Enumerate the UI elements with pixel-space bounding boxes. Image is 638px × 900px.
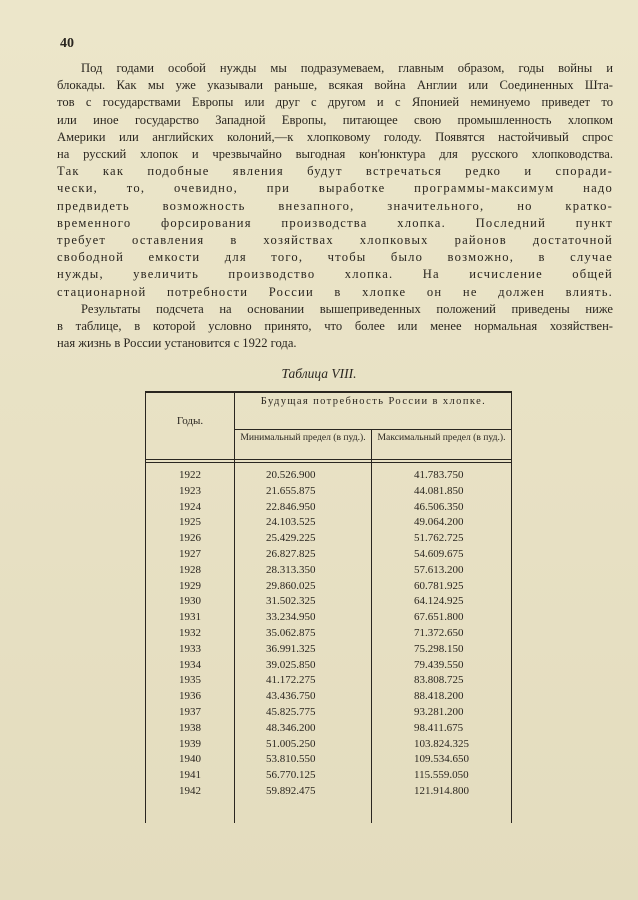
table-title: Таблица VIII. (281, 366, 357, 381)
min-cell: 33.234.950 (266, 611, 316, 624)
table-row (146, 501, 511, 517)
max-cell: 79.439.550 (414, 658, 464, 671)
min-cell: 51.005.250 (266, 737, 316, 750)
text-line: или иное государство Западной Европы, питающее свою промышленность хлопком (57, 112, 613, 127)
text-line: ная жизнь в России установится с 1922 года. (57, 336, 297, 351)
year-cell: 1923 (179, 484, 201, 497)
year-cell: 1927 (179, 547, 201, 560)
min-cell: 43.436.750 (266, 690, 316, 703)
table-row (146, 595, 511, 611)
max-cell: 41.783.750 (414, 469, 464, 481)
max-cell: 121.914.800 (414, 784, 469, 797)
year-cell: 1933 (179, 642, 201, 655)
table-row (146, 659, 511, 675)
text-line: тов с государствами Европы или друг с другом и с Японией неминуемо приведет то (57, 95, 613, 110)
year-cell: 1939 (179, 737, 201, 750)
min-cell: 31.502.325 (266, 595, 316, 608)
max-cell: 115.559.050 (414, 769, 469, 782)
header-min: Минимальный предел (в пуд.). (240, 432, 366, 443)
max-cell: 44.081.850 (414, 484, 464, 497)
header-years: Годы. (176, 415, 204, 427)
min-cell: 45.825.775 (266, 705, 316, 718)
table-body (146, 469, 511, 801)
min-cell: 29.860.025 (266, 579, 316, 592)
table-row (146, 564, 511, 580)
text-line: требует оставления в хозяйствах хлопковых районов достаточной (57, 233, 613, 248)
table-row (146, 753, 511, 769)
table-row (146, 627, 511, 643)
year-cell: 1935 (179, 674, 201, 687)
max-cell: 51.762.725 (414, 532, 464, 545)
max-cell: 57.613.200 (414, 563, 464, 576)
year-cell: 1937 (179, 705, 201, 718)
header-rule (146, 459, 511, 460)
text-line: блокады. Как мы уже указывали раньше, всякая война Англии или Соединенных Шта- (57, 78, 613, 93)
year-cell: 1930 (179, 595, 201, 608)
text-line: Америки или английских колоний,—к хлопковому голоду. Появятся настойчивый спрос (57, 129, 613, 144)
year-cell: 1922 (179, 469, 201, 481)
max-cell: 103.824.325 (414, 737, 469, 750)
text-line: свободной емкости для того, чтобы было возможно, в случае (57, 250, 613, 265)
min-cell: 36.991.325 (266, 642, 316, 655)
year-cell: 1931 (179, 611, 201, 624)
text-line: Так как подобные явления будут встречаться редко и споради- (57, 164, 613, 179)
header-demand: Будущая потребность России в хлопке. (260, 396, 487, 407)
min-cell: 20.526.900 (266, 469, 316, 481)
min-cell: 28.313.350 (266, 563, 316, 576)
table-row (146, 485, 511, 501)
min-cell: 48.346.200 (266, 721, 316, 734)
max-cell: 109.534.650 (414, 753, 469, 766)
year-cell: 1926 (179, 532, 201, 545)
text-line: временного форсирования производства хлопка. Последний пункт (57, 215, 613, 230)
max-cell: 49.064.200 (414, 516, 464, 529)
table-row (146, 532, 511, 548)
year-cell: 1925 (179, 516, 201, 529)
max-cell: 46.506.350 (414, 500, 464, 513)
year-cell: 1940 (179, 753, 201, 766)
body-text (57, 60, 613, 352)
max-cell: 54.609.675 (414, 547, 464, 560)
min-cell: 26.827.825 (266, 547, 316, 560)
table-row (146, 580, 511, 596)
text-line: нужды, увеличить производство хлопка. На исчисление общей (57, 267, 613, 282)
header-rule (146, 462, 511, 463)
min-cell: 53.810.550 (266, 753, 316, 766)
year-cell: 1941 (179, 769, 201, 782)
min-cell: 21.655.875 (266, 484, 316, 497)
min-cell: 25.429.225 (266, 532, 316, 545)
table-row (146, 469, 511, 485)
cotton-demand-table (145, 391, 512, 823)
text-line: Под годами особой нужды мы подразумеваем, главным образом, годы войны и (81, 61, 613, 75)
text-line: стационарной потребности России в хлопке он не должен влиять. (57, 284, 613, 299)
max-cell: 83.808.725 (414, 674, 464, 687)
page-number: 40 (60, 36, 74, 51)
table-row (146, 722, 511, 738)
min-cell: 41.172.275 (266, 674, 316, 687)
table-row (146, 769, 511, 785)
year-cell: 1929 (179, 579, 201, 592)
min-cell: 24.103.525 (266, 516, 316, 529)
text-line: чески, то, очевидно, при выработке программы-максимум надо (57, 181, 613, 196)
min-cell: 39.025.850 (266, 658, 316, 671)
table-row (146, 611, 511, 627)
paragraph-1 (57, 60, 613, 301)
year-cell: 1936 (179, 690, 201, 703)
min-cell: 22.846.950 (266, 500, 316, 513)
max-cell: 98.411.675 (414, 721, 464, 734)
max-cell: 88.418.200 (414, 690, 464, 703)
max-cell: 67.651.800 (414, 611, 464, 624)
text-line: Результаты подсчета на основании вышеприведенных положений приведены ниже (81, 301, 613, 316)
max-cell: 93.281.200 (414, 705, 464, 718)
text-line: предвидеть возможность внезапного, значительного, но кратко- (57, 198, 613, 213)
min-cell: 59.892.475 (266, 784, 316, 797)
year-cell: 1938 (179, 721, 201, 734)
table-row (146, 706, 511, 722)
max-cell: 64.124.925 (414, 595, 464, 608)
table-row (146, 516, 511, 532)
header-max: Максимальный предел (в пуд.). (377, 432, 506, 443)
table-row (146, 690, 511, 706)
year-cell: 1928 (179, 563, 201, 576)
table-row (146, 674, 511, 690)
max-cell: 60.781.925 (414, 579, 464, 592)
paragraph-2 (57, 301, 613, 353)
year-cell: 1942 (179, 784, 201, 797)
year-cell: 1932 (179, 626, 201, 639)
table-row (146, 738, 511, 754)
year-cell: 1934 (179, 658, 201, 671)
year-cell: 1924 (179, 500, 201, 513)
text-line: в таблице, в которой условно принято, что более или менее нормальная хозяйствен- (57, 319, 613, 334)
table-row (146, 643, 511, 659)
header-divider (235, 429, 511, 430)
min-cell: 35.062.875 (266, 626, 316, 639)
text-line: на русский хлопок и чрезвычайно выгодная кон'юнктура для русского хлопководства. (57, 147, 613, 162)
table-row (146, 548, 511, 564)
min-cell: 56.770.125 (266, 769, 316, 782)
max-cell: 75.298.150 (414, 642, 464, 655)
table-row (146, 785, 511, 801)
max-cell: 71.372.650 (414, 626, 464, 639)
